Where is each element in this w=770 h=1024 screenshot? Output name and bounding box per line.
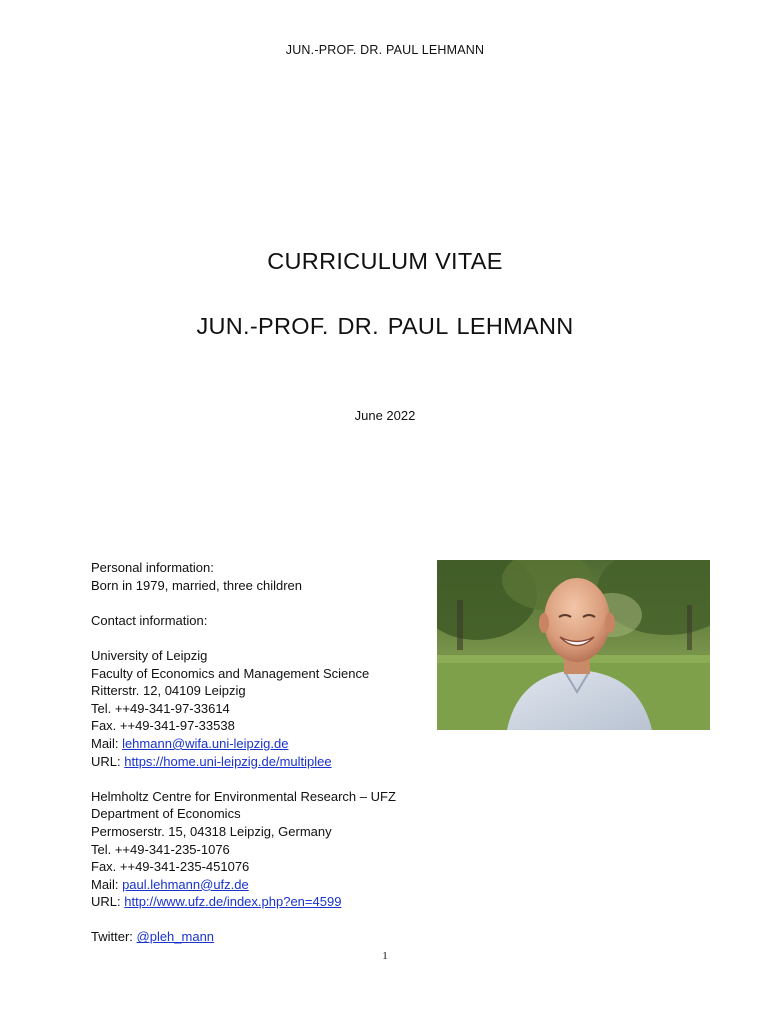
leipzig-url-link[interactable]: https://home.uni-leipzig.de/multiplee — [124, 753, 332, 769]
personal-heading: Personal information: — [91, 560, 214, 575]
ufz-url-link[interactable]: http://www.ufz.de/index.php?en=4599 — [124, 894, 342, 910]
leipzig-institution: University of Leipzig — [91, 647, 208, 663]
info-section — [91, 559, 451, 946]
portrait-photo — [437, 560, 710, 730]
ufz-institution: Helmholtz Centre for Environmental Research – UFZ — [91, 788, 396, 804]
leipzig-mail-link[interactable]: lehmann@wifa.uni-leipzig.de — [122, 735, 289, 751]
mail-label: Mail: — [91, 735, 123, 751]
leipzig-tel: Tel. ++49-341-97-33614 — [91, 700, 230, 716]
page-number: 1 — [382, 950, 388, 962]
ufz-fax: Fax. ++49-341-235-451076 — [91, 859, 250, 875]
ufz-mail-row — [91, 876, 451, 894]
ufz-department: Department of Economics — [91, 806, 241, 822]
ufz-address: Permoserstr. 15, 04318 Leipzig, Germany — [91, 823, 332, 839]
mail-label: Mail: — [91, 876, 123, 892]
leipzig-address: Ritterstr. 12, 04109 Leipzig — [91, 683, 246, 699]
running-header: JUN.-PROF. DR. PAUL LEHMANN — [285, 43, 485, 57]
leipzig-fax: Fax. ++49-341-97-33538 — [91, 718, 235, 734]
leipzig-mail-row — [91, 735, 451, 753]
url-label: URL: — [91, 753, 125, 769]
twitter-label: Twitter: — [91, 929, 137, 945]
ufz-url-row — [91, 893, 451, 911]
twitter-row — [91, 928, 451, 946]
document-title: CURRICULUM VITAE — [267, 248, 503, 274]
contact-heading: Contact information: — [91, 612, 208, 628]
leipzig-url-row — [91, 753, 451, 771]
ufz-mail-link[interactable]: paul.lehmann@ufz.de — [122, 876, 249, 892]
url-label: URL: — [91, 894, 125, 910]
ufz-tel: Tel. ++49-341-235-1076 — [91, 841, 230, 857]
document-date: June 2022 — [354, 408, 416, 423]
author-name: JUN.-PROF. DR. PAUL LEHMANN — [196, 313, 574, 339]
personal-details: Born in 1979, married, three children — [91, 577, 303, 593]
twitter-link[interactable]: @pleh_mann — [136, 929, 215, 945]
leipzig-faculty: Faculty of Economics and Management Science — [91, 665, 370, 681]
